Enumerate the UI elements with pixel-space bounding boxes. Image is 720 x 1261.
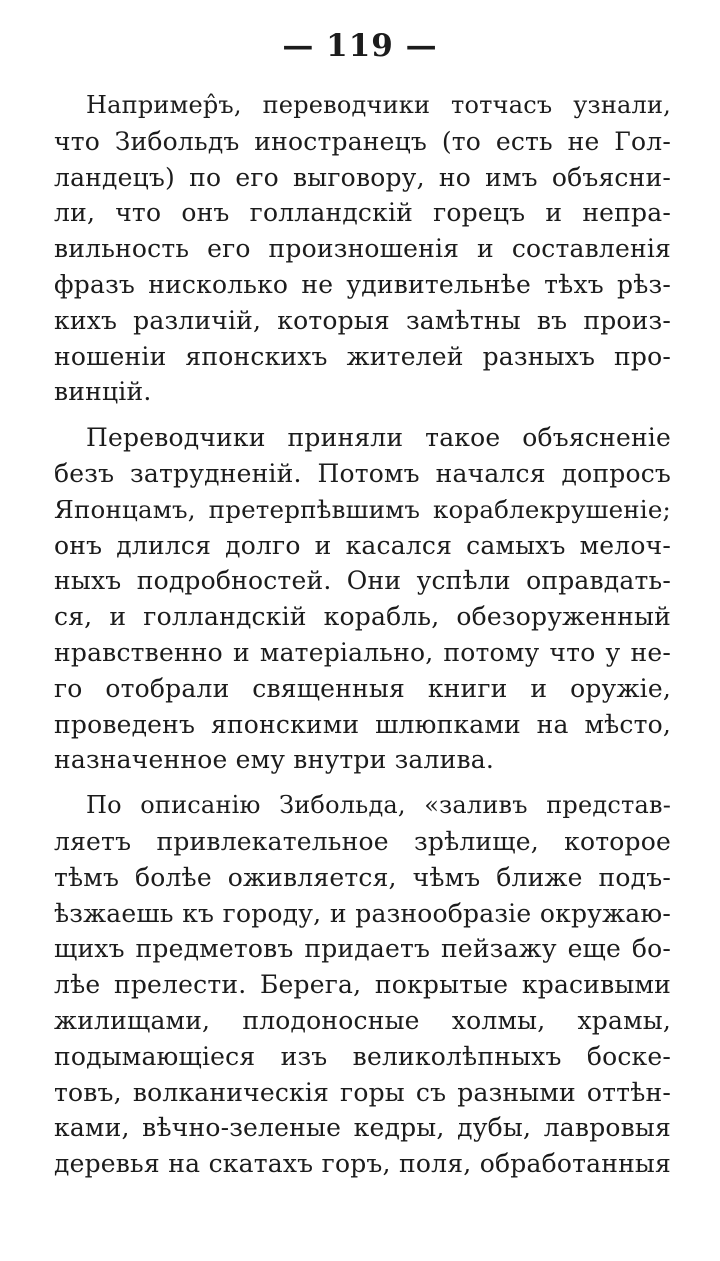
- paragraph-3: [54, 788, 671, 1182]
- paragraph-2: [54, 420, 671, 778]
- text-line: ляетъ привлекательное зрѣлище, которое: [54, 826, 671, 856]
- text-line: кихъ различій, которыя замѣтны въ произ-: [54, 305, 671, 335]
- text-line: Японцамъ, претерпѣвшимъ кораблекрушеніе;: [54, 494, 671, 524]
- text-line: лѣе прелести. Берега, покрытые красивыми: [54, 970, 671, 1000]
- text-line: подымающіеся изъ великолѣпныхъ боске-: [54, 1041, 671, 1071]
- text-line: ся, и голландскій корабль, обезоруженный: [54, 602, 671, 632]
- text-line: тѣмъ болѣе оживляется, чѣмъ ближе подъ-: [54, 862, 671, 892]
- page-number: — 119 —: [282, 28, 438, 64]
- text-line: Например̂ъ, переводчики тотчасъ узнали,: [86, 91, 671, 119]
- text-line: жилищами, плодоносные холмы, храмы,: [54, 1005, 671, 1035]
- text-line: назначенное ему внутри залива.: [54, 745, 495, 775]
- text-line: ками, вѣчно-зеленые кедры, дубы, лавровыя: [54, 1113, 671, 1143]
- text-line: ландецъ) по его выговору, но имъ объясни-: [54, 162, 671, 192]
- text-line: безъ затрудненій. Потомъ начался допросъ: [54, 458, 671, 488]
- text-line: вильность его произношенія и составленія: [54, 234, 671, 264]
- text-line: ныхъ подробностей. Они успѣли оправдать-: [54, 566, 671, 596]
- text-line: товъ, волканическія горы съ разными оттѣн-: [54, 1077, 671, 1107]
- text-line: ѣзжаешь къ городу, и разнообразіе окружаю-: [54, 898, 671, 928]
- body-text: [54, 88, 671, 1182]
- text-line: По описанію Зибольда, «заливъ представ-: [86, 791, 671, 820]
- text-line: проведенъ японскими шлюпками на мѣсто,: [54, 709, 671, 739]
- text-line: онъ длился долго и касался самыхъ мелоч-: [54, 530, 671, 560]
- text-line: винцій.: [54, 377, 152, 407]
- text-line: что Зибольдъ иностранецъ (то есть не Гол-: [54, 126, 671, 156]
- paragraph-1: [54, 88, 671, 410]
- text-line: го отобрали священныя книги и оружіе,: [54, 673, 671, 703]
- text-line: ношеніи японскихъ жителей разныхъ про-: [54, 341, 671, 371]
- text-line: Переводчики приняли такое объясненіе: [86, 423, 671, 453]
- text-line: нравственно и матеріально, потому что у не-: [54, 637, 671, 667]
- text-line: ли, что онъ голландскій горецъ и непра-: [54, 198, 671, 228]
- text-line: щихъ предметовъ придаетъ пейзажу еще бо-: [54, 934, 671, 964]
- text-line: фразъ нисколько не удивительнѣе тѣхъ рѣз-: [54, 269, 671, 299]
- text-line: деревья на скатахъ горъ, поля, обработанныя: [54, 1149, 671, 1179]
